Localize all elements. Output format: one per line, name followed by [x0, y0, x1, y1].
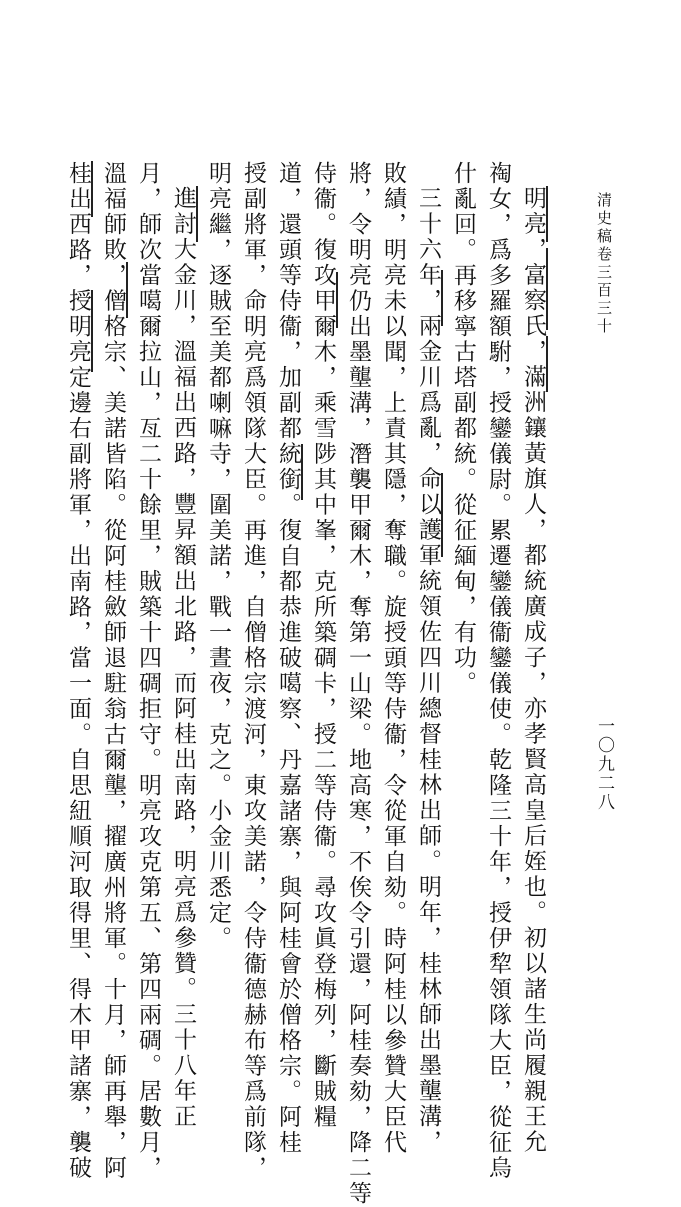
name-mark [546, 186, 548, 242]
name-mark [91, 290, 93, 372]
name-mark [301, 444, 303, 500]
name-mark [546, 336, 548, 392]
text-column: 進討大金川，溫福出西路，豐昇額出北路，而阿桂出南路，明亮爲參贊。三十八年正 [170, 186, 196, 1130]
name-mark [91, 161, 93, 217]
text-column: 什亂回。再移寧古塔副都統。從征緬甸，有功。 [450, 161, 476, 697]
text-column: 明亮繼，逐賊至美都喇嘛寺，圍美諾，戰一晝夜，克之。小金川悉定。 [205, 161, 231, 952]
text-column: 敗績，明亮未以聞，上責其隱，奪職。旋授頭等侍衞，令從軍自劾。時阿桂以參贊大臣代 [380, 161, 406, 1156]
name-mark [196, 186, 198, 242]
text-column: 侍衞。復攻甲爾木，乘雪陟其中峯，克所築碉卡，授二等侍衞。尋攻眞登梅列，斷賊糧 [310, 161, 336, 1130]
text-column: 溫福師敗，僧格宗、美諾皆陷。從阿桂斂師退駐翁古爾壟，擢廣州將軍。十月，師再舉，阿 [100, 161, 126, 1181]
text-column: 道，還頭等侍衞，加副都統銜。復自都恭進破噶察、丹嘉諸寨，與阿桂會於僧格宗。阿桂 [275, 161, 301, 1156]
name-mark [441, 473, 443, 557]
text-column: 明亮，富察氏，滿洲鑲黃旗人，都統廣成子，亦孝賢高皇后姪也。初以諸生尚履親王允 [520, 186, 546, 1155]
text-column: 授副將軍，命明亮爲領隊大臣。再進，自僧格宗渡河，東攻美諾，令侍衞德赫布等爲前隊， [240, 161, 266, 1181]
page-number: 一〇九二八 [594, 717, 614, 812]
text-column: 桂出西路，授明亮定邊右副將軍，出南路，當一面。自思紐順河取得里、得木甲諸寨，襲破 [65, 161, 91, 1181]
text-column: 祹女，爲多羅額駙，授鑾儀尉。累遷鑾儀衞鑾儀使。乾隆三十年，授伊犂領隊大臣，從征烏 [485, 161, 511, 1181]
name-mark [336, 272, 338, 328]
running-title: 清史稿卷三百三十 [595, 192, 613, 336]
text-column: 將，令明亮仍出墨壟溝，潛襲甲爾木，奪第一山梁。地高寒，不俟令引還，阿桂奏劾，降二等 [345, 161, 371, 1207]
name-mark [546, 248, 548, 330]
text-column: 月，師次當噶爾拉山，亙二十餘里，賊築十四碉拒守。明亮攻克第五、第四兩碉。居數月， [135, 161, 161, 1181]
text-column: 三十六年，兩金川爲亂，命以護軍統領佐四川總督桂林出師。明年，桂林師出墨壟溝， [415, 186, 441, 1155]
name-mark [126, 262, 128, 318]
name-mark [441, 270, 443, 326]
